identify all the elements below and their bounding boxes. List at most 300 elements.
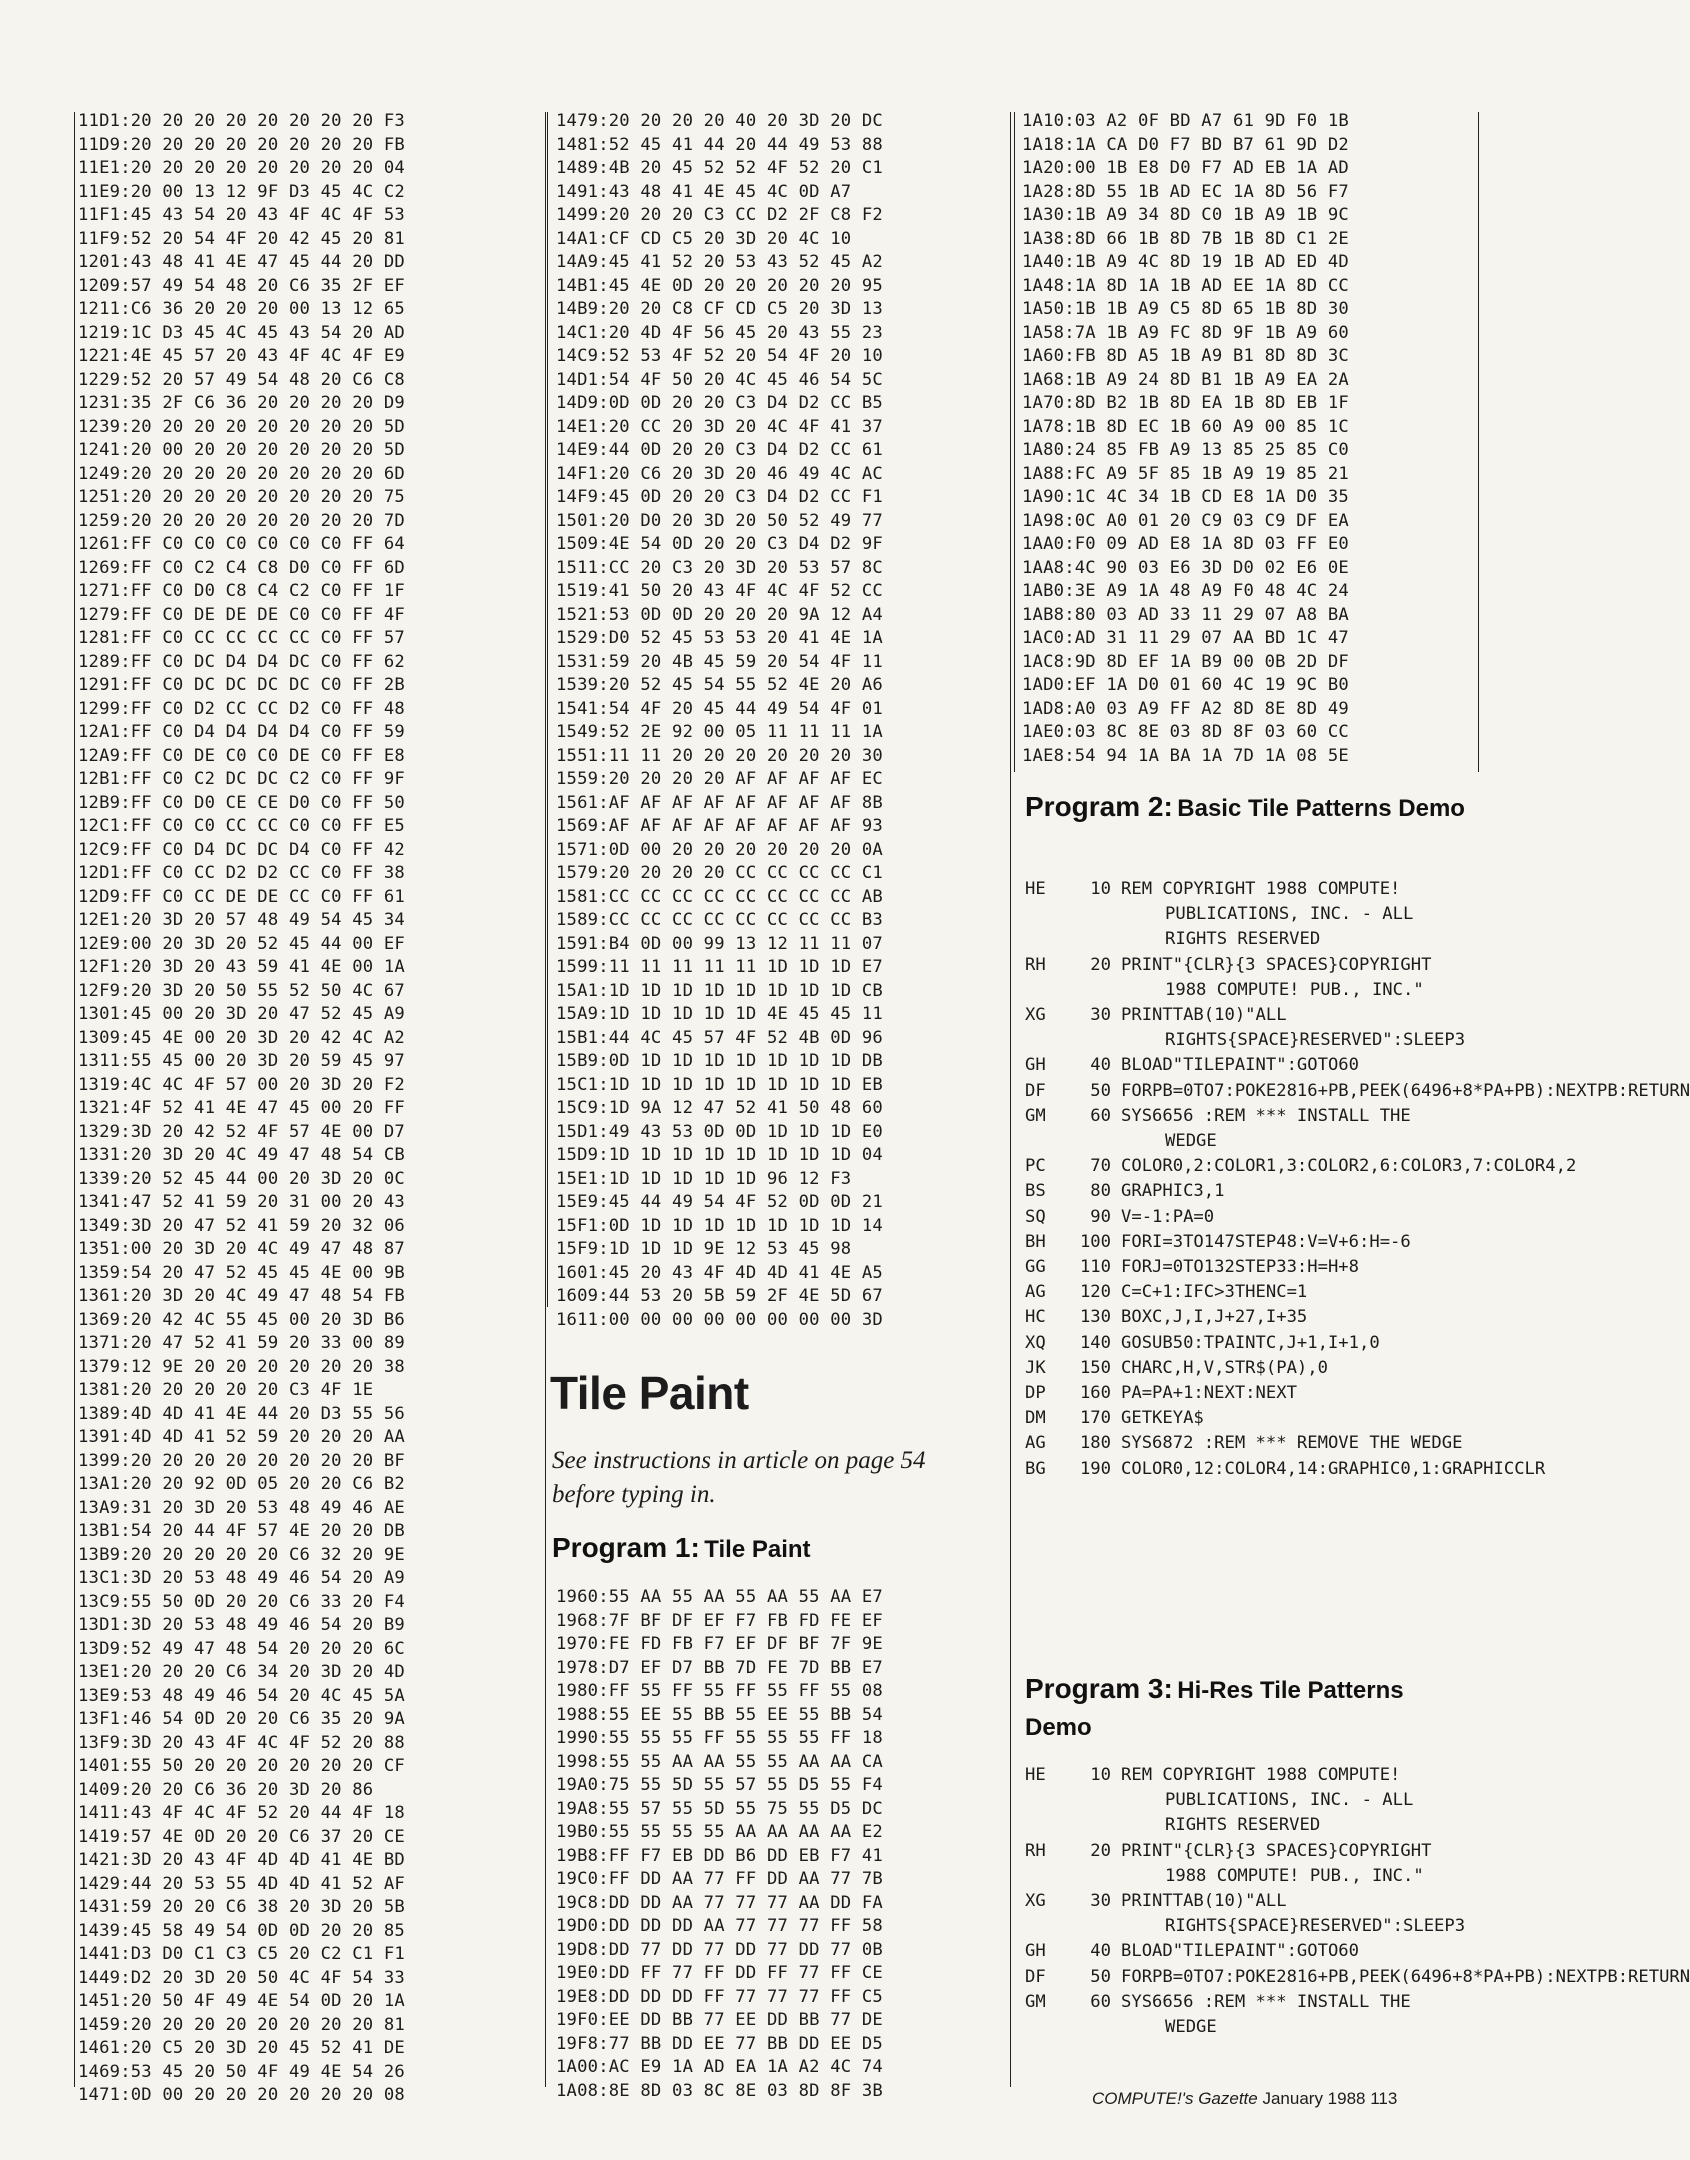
- hex-line: 1AD8:A0 03 A9 FF A2 8D 8E 8D 49: [1022, 698, 1349, 719]
- program1-label: Program 1:: [552, 1532, 700, 1563]
- hex-line: 1361:20 3D 20 4C 49 47 48 54 FB: [78, 1286, 405, 1306]
- hex-line: 1509:4E 54 0D 20 20 C3 D4 D2 9F: [556, 534, 883, 554]
- hex-line: 1451:20 50 4F 49 4E 54 0D 20 1A: [78, 1991, 405, 2011]
- hex-line: 1A20:00 1B E8 D0 F7 AD EB 1A AD: [1022, 158, 1349, 178]
- basic-line-number: 110: [1079, 1257, 1111, 1278]
- hex-line: 1A40:1B A9 4C 8D 19 1B AD ED 4D: [1022, 252, 1349, 272]
- basic-checksum: GM: [1025, 1105, 1046, 1126]
- basic-checksum: AG: [1025, 1282, 1046, 1303]
- basic-line: [1025, 1889, 1465, 1939]
- basic-line: [1025, 1230, 1465, 1255]
- hex-line: 1601:45 20 43 4F 4D 4D 41 4E A5: [556, 1262, 883, 1283]
- hex-line: 1311:55 45 00 20 3D 20 59 45 97: [78, 1051, 405, 1071]
- basic-code: PRINT"{CLR}{3 SPACES}COPYRIGHT 1988 COMPUTE! PUB., INC.": [1121, 1840, 1442, 1886]
- hex-line: 1A78:1B 8D EC 1B 60 A9 00 85 1C: [1022, 416, 1349, 437]
- basic-line: [1025, 1381, 1465, 1406]
- basic-code: SYS6656 :REM *** INSTALL THE WEDGE: [1121, 1105, 1422, 1152]
- basic-line-number: 20: [1090, 954, 1111, 975]
- basic-line-number: 30: [1090, 1005, 1111, 1026]
- hex-line: 14F1:20 C6 20 3D 20 46 49 4C AC: [556, 463, 883, 484]
- basic-line: [1025, 1305, 1465, 1330]
- hex-line: 19B8:FF F7 EB DD B6 DD EB F7 41: [556, 1845, 883, 1866]
- basic-checksum: DM: [1025, 1408, 1046, 1429]
- hex-line: 1AB8:80 03 AD 33 11 29 07 A8 BA: [1022, 604, 1349, 625]
- hex-listing-middle-lower: [556, 1586, 883, 2103]
- basic-line-number: 90: [1090, 1206, 1111, 1227]
- hex-line: 1231:35 2F C6 36 20 20 20 20 D9: [78, 393, 405, 413]
- hex-line: 1988:55 EE 55 BB 55 EE 55 BB 54: [556, 1704, 883, 1725]
- hex-line: 15E9:45 44 49 54 4F 52 0D 0D 21: [556, 1192, 883, 1212]
- hex-line: 1569:AF AF AF AF AF AF AF AF 93: [556, 816, 883, 836]
- hex-line: 1381:20 20 20 20 20 C3 4F 1E: [78, 1380, 374, 1400]
- hex-line: 1559:20 20 20 20 AF AF AF AF EC: [556, 769, 883, 789]
- basic-line-number: 170: [1079, 1408, 1111, 1429]
- basic-checksum: DF: [1025, 1080, 1046, 1101]
- hex-line: 19E8:DD DD DD FF 77 77 77 FF C5: [556, 1986, 883, 2007]
- basic-checksum: SQ: [1025, 1206, 1046, 1227]
- footer-magazine: COMPUTE!'s Gazette: [1092, 2089, 1258, 2108]
- basic-checksum: GG: [1025, 1257, 1046, 1278]
- program3-listing: [1025, 1763, 1690, 2040]
- basic-code: REM COPYRIGHT 1988 COMPUTE! PUBLICATIONS, INC. - ALL RIGHTS RESERVED: [1121, 1765, 1424, 1836]
- program3-name: Hi-Res Tile Patterns Demo: [1025, 1677, 1404, 1741]
- basic-checksum: XG: [1025, 1891, 1046, 1912]
- hex-line: 1980:FF 55 FF 55 FF 55 FF 55 08: [556, 1681, 883, 1701]
- hex-line: 1351:00 20 3D 20 4C 49 47 48 87: [78, 1239, 405, 1259]
- basic-line: [1025, 877, 1465, 953]
- basic-checksum: GM: [1025, 1991, 1046, 2012]
- hex-line: 13E1:20 20 20 C6 34 20 3D 20 4D: [78, 1662, 405, 1682]
- basic-line-number: 30: [1090, 1891, 1111, 1912]
- basic-checksum: XQ: [1025, 1332, 1046, 1353]
- hex-line: 15F1:0D 1D 1D 1D 1D 1D 1D 1D 14: [556, 1215, 883, 1236]
- basic-code: BLOAD"TILEPAINT":GOTO60: [1121, 1055, 1359, 1076]
- hex-line: 12F1:20 3D 20 43 59 41 4E 00 1A: [78, 957, 405, 977]
- basic-code: FORI=3TO147STEP48:V=V+6:H=-6: [1121, 1231, 1411, 1252]
- basic-code: PA=PA+1:NEXT:NEXT: [1121, 1383, 1297, 1404]
- hex-line: 1A48:1A 8D 1A 1B AD EE 1A 8D CC: [1022, 275, 1349, 296]
- hex-line: 1511:CC 20 C3 20 3D 20 53 57 8C: [556, 557, 883, 578]
- hex-line: 1251:20 20 20 20 20 20 20 20 75: [78, 487, 405, 507]
- basic-line: [1025, 1990, 1465, 2040]
- hex-line: 1A58:7A 1B A9 FC 8D 9F 1B A9 60: [1022, 322, 1349, 343]
- hex-line: 1291:FF C0 DC DC DC DC C0 FF 2B: [78, 675, 405, 695]
- basic-code: GETKEYA$: [1121, 1408, 1204, 1429]
- hex-line: 19D0:DD DD DD AA 77 77 77 FF 58: [556, 1916, 883, 1936]
- hex-line: 11E9:20 00 13 12 9F D3 45 4C C2: [78, 181, 405, 202]
- basic-code: BOXC,J,I,J+27,I+35: [1121, 1307, 1308, 1328]
- hex-line: 12C1:FF C0 C0 CC CC C0 C0 FF E5: [78, 816, 405, 836]
- hex-line: 1581:CC CC CC CC CC CC CC CC AB: [556, 886, 883, 907]
- footer-date: January 1988: [1262, 2089, 1366, 2108]
- hex-line: 1269:FF C0 C2 C4 C8 D0 C0 FF 6D: [78, 557, 405, 578]
- basic-line-number: 40: [1090, 1055, 1111, 1076]
- hex-listing-right: [1022, 110, 1349, 768]
- basic-line: [1025, 1003, 1465, 1053]
- hex-line: 13B9:20 20 20 20 20 C6 32 20 9E: [78, 1544, 405, 1565]
- hex-line: 14D1:54 4F 50 20 4C 45 46 54 5C: [556, 369, 883, 390]
- hex-line: 1A00:AC E9 1A AD EA 1A A2 4C 74: [556, 2057, 883, 2077]
- hex-line: 1329:3D 20 42 52 4F 57 4E 00 D7: [78, 1121, 405, 1142]
- hex-line: 15A9:1D 1D 1D 1D 1D 4E 45 45 11: [556, 1004, 883, 1024]
- hex-line: 1599:11 11 11 11 11 1D 1D 1D E7: [556, 957, 883, 977]
- hex-line: 1261:FF C0 C0 C0 C0 C0 C0 FF 64: [78, 534, 405, 554]
- basic-code: SYS6656 :REM *** INSTALL THE WEDGE: [1121, 1991, 1422, 2038]
- hex-line: 1259:20 20 20 20 20 20 20 20 7D: [78, 510, 405, 531]
- basic-code: GRAPHIC3,1: [1121, 1181, 1225, 1202]
- program1-name: Tile Paint: [704, 1536, 811, 1563]
- hex-line: 1289:FF C0 DC D4 D4 DC C0 FF 62: [78, 651, 405, 672]
- hex-line: 13F1:46 54 0D 20 20 C6 35 20 9A: [78, 1709, 405, 1729]
- hex-line: 1349:3D 20 47 52 41 59 20 32 06: [78, 1215, 405, 1236]
- hex-line: 1371:20 47 52 41 59 20 33 00 89: [78, 1333, 405, 1353]
- hex-line: 1998:55 55 AA AA 55 55 AA AA CA: [556, 1751, 883, 1772]
- hex-line: 1AA8:4C 90 03 E6 3D D0 02 E6 0E: [1022, 557, 1349, 578]
- basic-line-number: 50: [1090, 1966, 1111, 1987]
- basic-checksum: GH: [1025, 1941, 1046, 1962]
- hex-line: 1211:C6 36 20 20 20 00 13 12 65: [78, 299, 405, 319]
- hex-line: 19F8:77 BB DD EE 77 BB DD EE D5: [556, 2033, 883, 2054]
- basic-checksum: AG: [1025, 1433, 1046, 1454]
- hex-line: 12B1:FF C0 C2 DC DC C2 C0 FF 9F: [78, 769, 405, 789]
- hex-line: 1209:57 49 54 48 20 C6 35 2F EF: [78, 275, 405, 296]
- hex-line: 13E9:53 48 49 46 54 20 4C 45 5A: [78, 1685, 405, 1706]
- hex-line: 1401:55 50 20 20 20 20 20 20 CF: [78, 1756, 405, 1776]
- basic-code: GOSUB50:TPAINTC,J+1,I+1,0: [1121, 1332, 1380, 1353]
- hex-line: 19A0:75 55 5D 55 57 55 D5 55 F4: [556, 1775, 883, 1795]
- hex-line: 1AC0:AD 31 11 29 07 AA BD 1C 47: [1022, 628, 1349, 648]
- hex-line: 1459:20 20 20 20 20 20 20 20 81: [78, 2014, 405, 2035]
- hex-line: 1990:55 55 55 FF 55 55 55 FF 18: [556, 1728, 883, 1748]
- program2-name: Basic Tile Patterns Demo: [1177, 795, 1465, 822]
- hex-line: 13C1:3D 20 53 48 49 46 54 20 A9: [78, 1568, 405, 1588]
- basic-line-number: 50: [1090, 1080, 1111, 1101]
- hex-line: 11D1:20 20 20 20 20 20 20 20 F3: [78, 111, 405, 131]
- basic-checksum: GH: [1025, 1055, 1046, 1076]
- hex-line: 1A30:1B A9 34 8D C0 1B A9 1B 9C: [1022, 205, 1349, 225]
- hex-line: 1551:11 11 20 20 20 20 20 20 30: [556, 745, 883, 766]
- basic-line: [1025, 1331, 1465, 1356]
- hex-line: 14C1:20 4D 4F 56 45 20 43 55 23: [556, 322, 883, 343]
- hex-line: 1529:D0 52 45 53 53 20 41 4E 1A: [556, 628, 883, 648]
- hex-line: 1519:41 50 20 43 4F 4C 4F 52 CC: [556, 581, 883, 601]
- basic-line-number: 60: [1090, 1991, 1111, 2012]
- hex-line: 1321:4F 52 41 4E 47 45 00 20 FF: [78, 1098, 405, 1118]
- hex-line: 14A9:45 41 52 20 53 43 52 45 A2: [556, 252, 883, 272]
- hex-line: 1281:FF C0 CC CC CC CC C0 FF 57: [78, 628, 405, 648]
- hex-line: 13B1:54 20 44 4F 57 4E 20 20 DB: [78, 1521, 405, 1541]
- hex-line: 1541:54 4F 20 45 44 49 54 4F 01: [556, 698, 883, 719]
- article-intro: See instructions in article on page 54 before typing in.: [552, 1447, 926, 1508]
- basic-code: COLOR0,2:COLOR1,3:COLOR2,6:COLOR3,7:COLOR4,2: [1121, 1156, 1577, 1177]
- hex-listing-left: [78, 110, 405, 2108]
- hex-line: 1309:45 4E 00 20 3D 20 42 4C A2: [78, 1027, 405, 1048]
- basic-line-number: 160: [1079, 1383, 1111, 1404]
- basic-checksum: DF: [1025, 1966, 1046, 1987]
- basic-code: PRINTTAB(10)"ALL RIGHTS{SPACE}RESERVED":SLEEP3: [1121, 1891, 1466, 1937]
- hex-line: 1A28:8D 55 1B AD EC 1A 8D 56 F7: [1022, 181, 1349, 202]
- hex-line: 15F9:1D 1D 1D 9E 12 53 45 98: [556, 1239, 852, 1259]
- basic-code: BLOAD"TILEPAINT":GOTO60: [1121, 1941, 1359, 1962]
- hex-line: 1AA0:F0 09 AD E8 1A 8D 03 FF E0: [1022, 534, 1349, 554]
- hex-line: 13F9:3D 20 43 4F 4C 4F 52 20 88: [78, 1732, 405, 1753]
- hex-line: 1A60:FB 8D A5 1B A9 B1 8D 8D 3C: [1022, 346, 1349, 366]
- hex-line: 1429:44 20 53 55 4D 4D 41 52 AF: [78, 1873, 405, 1894]
- basic-code: FORPB=0TO7:POKE2816+PB,PEEK(6496+8*PA+PB):NEXTPB:RETURN: [1121, 1080, 1690, 1101]
- hex-line: 1339:20 52 45 44 00 20 3D 20 0C: [78, 1168, 405, 1189]
- hex-line: 1481:52 45 41 44 20 44 49 53 88: [556, 134, 883, 155]
- hex-line: 19B0:55 55 55 55 AA AA AA AA E2: [556, 1822, 883, 1842]
- hex-line: 1239:20 20 20 20 20 20 20 20 5D: [78, 416, 405, 437]
- basic-checksum: XG: [1025, 1005, 1046, 1026]
- hex-line: 1229:52 20 57 49 54 48 20 C6 C8: [78, 369, 405, 390]
- hex-line: 1A80:24 85 FB A9 13 85 25 85 C0: [1022, 440, 1349, 460]
- hex-line: 1970:FE FD FB F7 EF DF BF 7F 9E: [556, 1634, 883, 1654]
- hex-line: 19F0:EE DD BB 77 EE DD BB 77 DE: [556, 2010, 883, 2030]
- basic-code: PRINT"{CLR}{3 SPACES}COPYRIGHT 1988 COMPUTE! PUB., INC.": [1121, 954, 1442, 1000]
- hex-line: 1341:47 52 41 59 20 31 00 20 43: [78, 1192, 405, 1212]
- hex-line: 1389:4D 4D 41 4E 44 20 D3 55 56: [78, 1403, 405, 1424]
- basic-line-number: 70: [1090, 1156, 1111, 1177]
- hex-line: 1571:0D 00 20 20 20 20 20 20 0A: [556, 839, 883, 860]
- basic-line: [1025, 1179, 1465, 1204]
- basic-checksum: JK: [1025, 1357, 1046, 1378]
- basic-checksum: RH: [1025, 954, 1046, 975]
- hex-line: 1331:20 3D 20 4C 49 47 48 54 CB: [78, 1145, 405, 1165]
- hex-line: 19C8:DD DD AA 77 77 77 AA DD FA: [556, 1892, 883, 1913]
- basic-code: COLOR0,12:COLOR4,14:GRAPHIC0,1:GRAPHICCLR: [1121, 1458, 1546, 1479]
- hex-line: 12A9:FF C0 DE C0 C0 DE C0 FF E8: [78, 745, 405, 766]
- hex-line: 1A08:8E 8D 03 8C 8E 03 8D 8F 3B: [556, 2080, 883, 2101]
- hex-line: 15D9:1D 1D 1D 1D 1D 1D 1D 1D 04: [556, 1145, 883, 1165]
- basic-line-number: 20: [1090, 1840, 1111, 1861]
- hex-line: 1449:D2 20 3D 20 50 4C 4F 54 33: [78, 1967, 405, 1988]
- hex-line: 14D9:0D 0D 20 20 C3 D4 D2 CC B5: [556, 393, 883, 413]
- basic-line: [1025, 1839, 1465, 1889]
- hex-line: 13C9:55 50 0D 20 20 C6 33 20 F4: [78, 1591, 405, 1612]
- hex-line: 14A1:CF CD C5 20 3D 20 4C 10: [556, 228, 852, 249]
- hex-line: 15D1:49 43 53 0D 0D 1D 1D 1D E0: [556, 1121, 883, 1142]
- basic-line-number: 40: [1090, 1941, 1111, 1962]
- hex-line: 1471:0D 00 20 20 20 20 20 20 08: [78, 2085, 405, 2105]
- hex-line: 1AE0:03 8C 8E 03 8D 8F 03 60 CC: [1022, 722, 1349, 742]
- hex-line: 13A1:20 20 92 0D 05 20 20 C6 B2: [78, 1474, 405, 1494]
- hex-line: 1591:B4 0D 00 99 13 12 11 11 07: [556, 933, 883, 954]
- hex-line: 1201:43 48 41 4E 47 45 44 20 DD: [78, 252, 405, 272]
- basic-line-number: 10: [1090, 1765, 1111, 1785]
- hex-line: 1609:44 53 20 5B 59 2F 4E 5D 67: [556, 1286, 883, 1306]
- hex-line: 1A18:1A CA D0 F7 BD B7 61 9D D2: [1022, 134, 1349, 155]
- basic-line: [1025, 953, 1465, 1003]
- basic-line: [1025, 1154, 1577, 1179]
- basic-code: FORPB=0TO7:POKE2816+PB,PEEK(6496+8*PA+PB):NEXTPB:RETURN: [1121, 1966, 1690, 1987]
- basic-line-number: 130: [1079, 1307, 1111, 1328]
- hex-line: 1399:20 20 20 20 20 20 20 20 BF: [78, 1450, 405, 1471]
- hex-line: 1391:4D 4D 41 52 59 20 20 20 AA: [78, 1427, 405, 1447]
- hex-line: 1301:45 00 20 3D 20 47 52 45 A9: [78, 1004, 405, 1024]
- hex-line: 12D9:FF C0 CC DE DE CC C0 FF 61: [78, 886, 405, 907]
- basic-checksum: BS: [1025, 1181, 1046, 1202]
- hex-line: 1241:20 00 20 20 20 20 20 20 5D: [78, 440, 405, 460]
- hex-line: 1491:43 48 41 4E 45 4C 0D A7: [556, 181, 852, 202]
- hex-listing-middle: [556, 110, 883, 1332]
- hex-line: 1561:AF AF AF AF AF AF AF AF 8B: [556, 792, 883, 813]
- hex-line: 15A1:1D 1D 1D 1D 1D 1D 1D 1D CB: [556, 980, 883, 1001]
- hex-line: 1521:53 0D 0D 20 20 20 9A 12 A4: [556, 604, 883, 625]
- hex-line: 1A90:1C 4C 34 1B CD E8 1A D0 35: [1022, 487, 1349, 507]
- hex-line: 1A10:03 A2 0F BD A7 61 9D F0 1B: [1022, 111, 1349, 131]
- hex-line: 14E1:20 CC 20 3D 20 4C 4F 41 37: [556, 416, 883, 437]
- program2-heading: [1025, 790, 1465, 829]
- hex-line: 13D9:52 49 47 48 54 20 20 20 6C: [78, 1638, 405, 1659]
- hex-line: 1469:53 45 20 50 4F 49 4E 54 26: [78, 2061, 405, 2082]
- hex-line: 1AE8:54 94 1A BA 1A 7D 1A 08 5E: [1022, 745, 1349, 766]
- basic-checksum: HC: [1025, 1307, 1046, 1328]
- hex-line: 1419:57 4E 0D 20 20 C6 37 20 CE: [78, 1826, 405, 1847]
- hex-line: 1A38:8D 66 1B 8D 7B 1B 8D C1 2E: [1022, 228, 1349, 249]
- hex-line: 12F9:20 3D 20 50 55 52 50 4C 67: [78, 980, 405, 1001]
- hex-line: 12E9:00 20 3D 20 52 45 44 00 EF: [78, 933, 405, 954]
- hex-line: 1319:4C 4C 4F 57 00 20 3D 20 F2: [78, 1074, 405, 1095]
- basic-code: CHARC,H,V,STR$(PA),0: [1121, 1357, 1328, 1378]
- article-title: Tile Paint: [550, 1367, 749, 1419]
- hex-line: 1249:20 20 20 20 20 20 20 20 6D: [78, 463, 405, 484]
- hex-line: 1A88:FC A9 5F 85 1B A9 19 85 21: [1022, 463, 1349, 484]
- basic-checksum: HE: [1025, 879, 1046, 899]
- hex-line: 1409:20 20 C6 36 20 3D 20 86: [78, 1779, 374, 1800]
- hex-line: 1A98:0C A0 01 20 C9 03 C9 DF EA: [1022, 510, 1349, 531]
- basic-checksum: DP: [1025, 1383, 1046, 1404]
- hex-line: 1539:20 52 45 54 55 52 4E 20 A6: [556, 675, 883, 695]
- hex-line: 1441:D3 D0 C1 C3 C5 20 C2 C1 F1: [78, 1944, 405, 1964]
- hex-line: 1531:59 20 4B 45 59 20 54 4F 11: [556, 651, 883, 672]
- hex-line: 14C9:52 53 4F 52 20 54 4F 20 10: [556, 346, 883, 366]
- basic-line-number: 180: [1079, 1433, 1111, 1454]
- hex-line: 11F1:45 43 54 20 43 4F 4C 4F 53: [78, 205, 405, 225]
- basic-checksum: HE: [1025, 1765, 1046, 1785]
- basic-line-number: 60: [1090, 1105, 1111, 1126]
- hex-line: 11D9:20 20 20 20 20 20 20 20 FB: [78, 134, 405, 155]
- hex-line: 1978:D7 EF D7 BB 7D FE 7D BB E7: [556, 1657, 883, 1678]
- basic-line: [1025, 1079, 1690, 1104]
- hex-line: 12E1:20 3D 20 57 48 49 54 45 34: [78, 910, 405, 930]
- basic-code: PRINTTAB(10)"ALL RIGHTS{SPACE}RESERVED":SLEEP3: [1121, 1005, 1466, 1051]
- hex-line: 19C0:FF DD AA 77 FF DD AA 77 7B: [556, 1869, 883, 1889]
- footer-page-number: 113: [1370, 2089, 1398, 2108]
- basic-line-number: 100: [1079, 1231, 1111, 1252]
- hex-line: 12B9:FF C0 D0 CE CE D0 C0 FF 50: [78, 792, 405, 813]
- hex-line: 1439:45 58 49 54 0D 0D 20 20 85: [78, 1920, 405, 1941]
- hex-line: 19A8:55 57 55 5D 55 75 55 D5 DC: [556, 1798, 883, 1819]
- basic-code: C=C+1:IFC>3THENC=1: [1121, 1282, 1308, 1303]
- basic-line: [1025, 1406, 1465, 1431]
- hex-line: 1589:CC CC CC CC CC CC CC CC B3: [556, 910, 883, 930]
- basic-line: [1025, 1205, 1465, 1230]
- hex-line: 1359:54 20 47 52 45 45 4E 00 9B: [78, 1262, 405, 1283]
- basic-checksum: BG: [1025, 1458, 1046, 1479]
- basic-code: REM COPYRIGHT 1988 COMPUTE! PUBLICATIONS, INC. - ALL RIGHTS RESERVED: [1121, 879, 1424, 950]
- hex-line: 1271:FF C0 D0 C8 C4 C2 C0 FF 1F: [78, 581, 405, 601]
- hex-line: 12A1:FF C0 D4 D4 D4 D4 C0 FF 59: [78, 722, 405, 742]
- hex-line: 1379:12 9E 20 20 20 20 20 20 38: [78, 1356, 405, 1377]
- hex-line: 15B1:44 4C 45 57 4F 52 4B 0D 96: [556, 1027, 883, 1048]
- hex-line: 12C9:FF C0 D4 DC DC D4 C0 FF 42: [78, 839, 405, 860]
- hex-line: 1501:20 D0 20 3D 20 50 52 49 77: [556, 510, 883, 531]
- basic-line-number: 10: [1090, 879, 1111, 899]
- hex-line: 15C9:1D 9A 12 47 52 41 50 48 60: [556, 1098, 883, 1118]
- hex-line: 11F9:52 20 54 4F 20 42 45 20 81: [78, 228, 405, 249]
- hex-line: 14B9:20 20 C8 CF CD C5 20 3D 13: [556, 299, 883, 319]
- hex-line: 1461:20 C5 20 3D 20 45 52 41 DE: [78, 2038, 405, 2058]
- basic-checksum: PC: [1025, 1156, 1046, 1177]
- hex-line: 1499:20 20 20 C3 CC D2 2F C8 F2: [556, 205, 883, 225]
- hex-line: 1A68:1B A9 24 8D B1 1B A9 EA 2A: [1022, 369, 1349, 390]
- hex-line: 1968:7F BF DF EF F7 FB FD FE EF: [556, 1610, 883, 1631]
- basic-line: [1025, 1280, 1465, 1305]
- hex-line: 1479:20 20 20 20 40 20 3D 20 DC: [556, 111, 883, 131]
- hex-line: 14B1:45 4E 0D 20 20 20 20 20 95: [556, 275, 883, 296]
- page-footer: [1092, 2089, 1397, 2109]
- hex-line: 13A9:31 20 3D 20 53 48 49 46 AE: [78, 1497, 405, 1518]
- basic-checksum: BH: [1025, 1231, 1046, 1252]
- basic-line: [1025, 1763, 1465, 1839]
- hex-line: 19E0:DD FF 77 FF DD FF 77 FF CE: [556, 1963, 883, 1983]
- hex-line: 1A50:1B 1B A9 C5 8D 65 1B 8D 30: [1022, 299, 1349, 319]
- basic-code: FORJ=0TO132STEP33:H=H+8: [1121, 1257, 1359, 1278]
- basic-line: [1025, 1939, 1465, 1964]
- program3-heading: [1025, 1672, 1465, 1748]
- basic-line: [1025, 1356, 1465, 1381]
- basic-line-number: 140: [1079, 1332, 1111, 1353]
- basic-code: SYS6872 :REM *** REMOVE THE WEDGE: [1121, 1433, 1463, 1454]
- basic-line-number: 150: [1079, 1357, 1111, 1378]
- basic-line-number: 120: [1079, 1282, 1111, 1303]
- hex-line: 15B9:0D 1D 1D 1D 1D 1D 1D 1D DB: [556, 1051, 883, 1071]
- hex-line: 1279:FF C0 DE DE DE C0 C0 FF 4F: [78, 604, 405, 625]
- hex-line: 13D1:3D 20 53 48 49 46 54 20 B9: [78, 1615, 405, 1635]
- basic-line-number: 190: [1079, 1458, 1111, 1479]
- basic-line: [1025, 1457, 1546, 1482]
- hex-line: 1221:4E 45 57 20 43 4F 4C 4F E9: [78, 346, 405, 366]
- hex-line: 1219:1C D3 45 4C 45 43 54 20 AD: [78, 322, 405, 343]
- program3-label: Program 3:: [1025, 1673, 1173, 1704]
- hex-line: 1411:43 4F 4C 4F 52 20 44 4F 18: [78, 1803, 405, 1823]
- basic-line: [1025, 1255, 1465, 1280]
- hex-line: 1611:00 00 00 00 00 00 00 00 3D: [556, 1309, 883, 1330]
- hex-line: 1549:52 2E 92 00 05 11 11 11 1A: [556, 722, 883, 742]
- basic-line: [1025, 1965, 1690, 1990]
- hex-line: 1579:20 20 20 20 CC CC CC CC C1: [556, 863, 883, 883]
- hex-line: 11E1:20 20 20 20 20 20 20 20 04: [78, 158, 405, 178]
- program2-label: Program 2:: [1025, 791, 1173, 822]
- program2-listing: [1025, 877, 1690, 1482]
- hex-line: 14F9:45 0D 20 20 C3 D4 D2 CC F1: [556, 487, 883, 507]
- program1-heading: [552, 1532, 811, 1564]
- hex-line: 14E9:44 0D 20 20 C3 D4 D2 CC 61: [556, 440, 883, 460]
- basic-line: [1025, 1104, 1465, 1154]
- hex-line: 12D1:FF C0 CC D2 D2 CC C0 FF 38: [78, 863, 405, 883]
- hex-line: 15E1:1D 1D 1D 1D 1D 96 12 F3: [556, 1168, 852, 1189]
- basic-code: V=-1:PA=0: [1121, 1206, 1215, 1227]
- hex-line: 1AD0:EF 1A D0 01 60 4C 19 9C B0: [1022, 675, 1349, 695]
- hex-line: 15C1:1D 1D 1D 1D 1D 1D 1D 1D EB: [556, 1074, 883, 1095]
- hex-line: 1A70:8D B2 1B 8D EA 1B 8D EB 1F: [1022, 393, 1349, 413]
- basic-line: [1025, 1053, 1465, 1078]
- hex-line: 1431:59 20 20 C6 38 20 3D 20 5B: [78, 1897, 405, 1917]
- hex-line: 1960:55 AA 55 AA 55 AA 55 AA E7: [556, 1587, 883, 1607]
- basic-checksum: RH: [1025, 1840, 1046, 1861]
- hex-line: 1421:3D 20 43 4F 4D 4D 41 4E BD: [78, 1850, 405, 1870]
